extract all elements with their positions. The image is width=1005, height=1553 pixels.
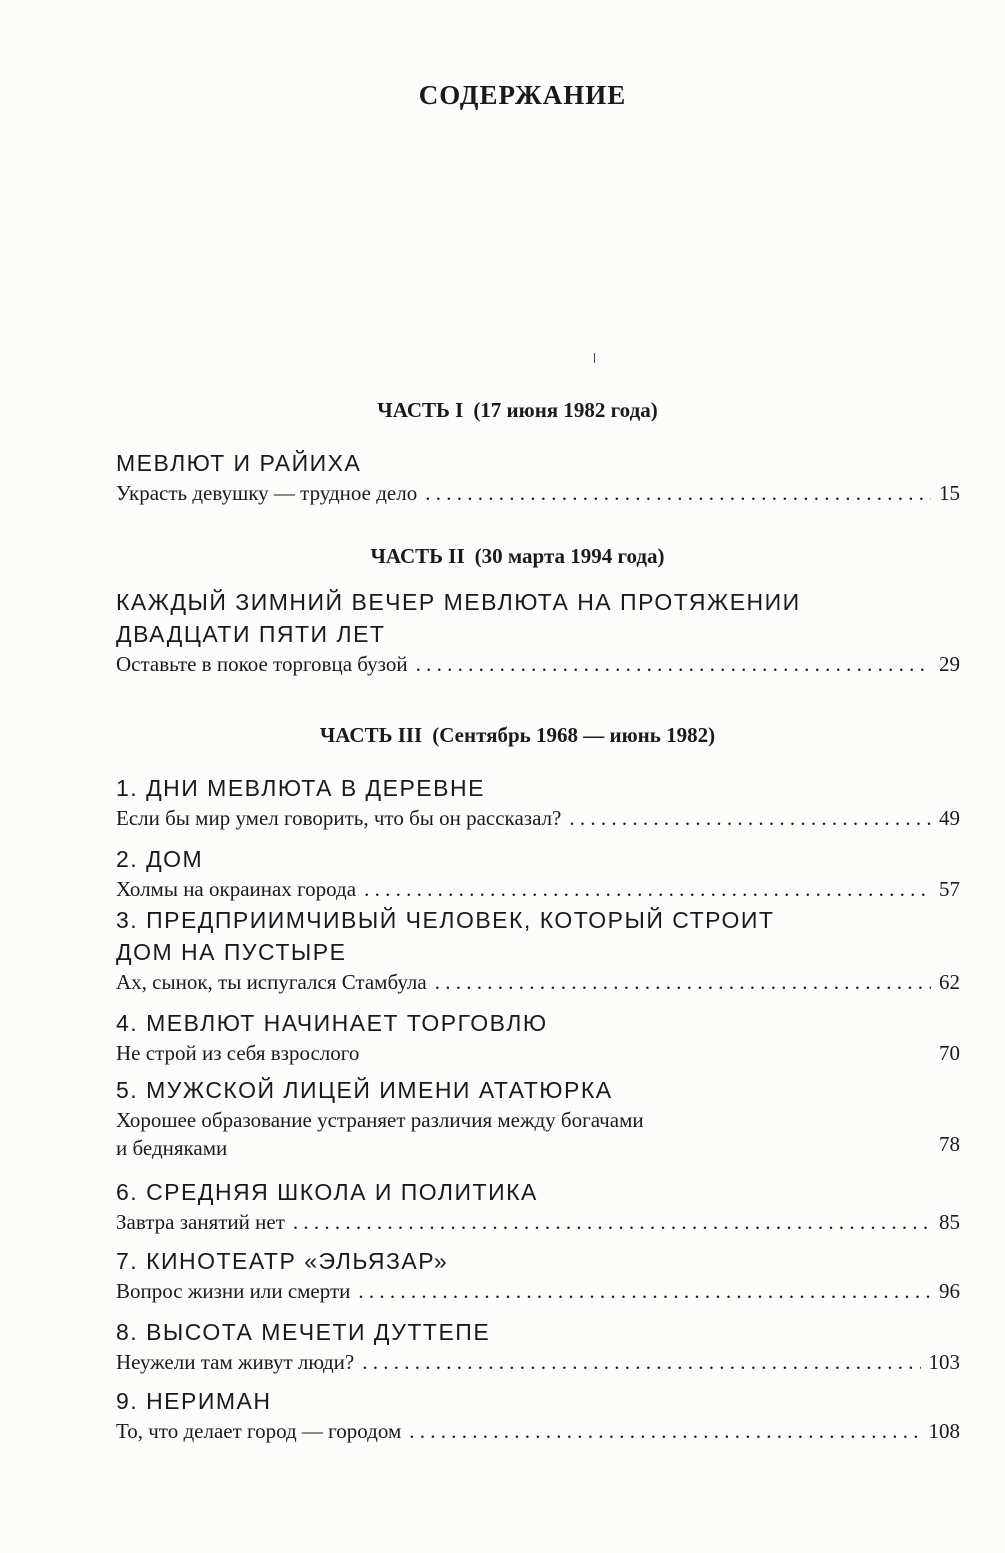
chapter-title-line-2: ДВАДЦАТИ ПЯТИ ЛЕТ — [116, 621, 386, 647]
chapter-subtitle: Оставьте в покое торговца бузой — [116, 652, 408, 676]
part-label: ЧАСТЬ III — [319, 723, 423, 747]
toc-entry[interactable] — [116, 586, 960, 678]
dot-leader — [293, 1208, 931, 1236]
dot-leader — [358, 1277, 931, 1305]
chapter-subtitle-line-2: и бедняками — [116, 1136, 228, 1160]
page-title: СОДЕРЖАНИЕ — [418, 80, 627, 110]
chapter-subtitle-row — [116, 1208, 960, 1236]
chapter-title: 4. МЕВЛЮТ НАЧИНАЕТ ТОРГОВЛЮ — [116, 1010, 548, 1036]
part-2-heading — [0, 544, 1005, 569]
chapter-subtitle-row — [116, 1277, 960, 1305]
dot-leader — [569, 804, 931, 832]
page-number: 96 — [939, 1279, 960, 1303]
chapter-subtitle-row — [116, 875, 960, 903]
chapter-subtitle: Если бы мир умел говорить, что бы он рассказал? — [116, 806, 562, 830]
toc-entry[interactable] — [116, 447, 960, 507]
page-number: 29 — [939, 652, 960, 676]
toc-entry[interactable] — [116, 904, 960, 996]
chapter-title: МЕВЛЮТ И РАЙИХА — [116, 450, 362, 476]
toc-entry[interactable] — [116, 772, 960, 832]
dot-leader — [409, 1417, 920, 1445]
page-number: 62 — [939, 970, 960, 994]
part-date: (17 июня 1982 года) — [473, 398, 658, 422]
chapter-subtitle: Неужели там живут люди? — [116, 1350, 355, 1374]
chapter-title: 5. МУЖСКОЙ ЛИЦЕЙ ИМЕНИ АТАТЮРКА — [116, 1077, 613, 1103]
dot-leader — [416, 650, 931, 678]
chapter-subtitle: Вопрос жизни или смерти — [116, 1279, 351, 1303]
chapter-subtitle-row — [116, 1039, 960, 1067]
chapter-title-line-1: КАЖДЫЙ ЗИМНИЙ ВЕЧЕР МЕВЛЮТА НА ПРОТЯЖЕНИИ — [116, 589, 801, 615]
part-label: ЧАСТЬ II — [370, 544, 465, 568]
chapter-title: 6. СРЕДНЯЯ ШКОЛА И ПОЛИТИКА — [116, 1179, 538, 1205]
toc-entry[interactable] — [116, 1176, 960, 1236]
dot-leader — [362, 1348, 920, 1376]
chapter-subtitle-row — [116, 1417, 960, 1445]
divider-mark — [594, 353, 595, 363]
chapter-subtitle-row — [116, 804, 960, 832]
page-number: 57 — [939, 877, 960, 901]
part-date: (Сентябрь 1968 — июнь 1982) — [432, 723, 716, 747]
chapter-subtitle-row — [116, 968, 960, 996]
toc-entry[interactable] — [116, 843, 960, 903]
chapter-title: 9. НЕРИМАН — [116, 1388, 272, 1414]
dot-leader — [425, 479, 931, 507]
page-number: 108 — [928, 1419, 960, 1443]
page-number: 49 — [939, 806, 960, 830]
part-label: ЧАСТЬ I — [377, 398, 464, 422]
chapter-title: 8. ВЫСОТА МЕЧЕТИ ДУТТЕПЕ — [116, 1319, 491, 1345]
chapter-subtitle-block — [116, 1106, 960, 1162]
chapter-subtitle: Ах, сынок, ты испугался Стамбула — [116, 970, 427, 994]
toc-entry[interactable] — [116, 1385, 960, 1445]
page-number: 103 — [928, 1350, 960, 1374]
dot-leader — [364, 875, 931, 903]
chapter-title: 2. ДОМ — [116, 846, 204, 872]
chapter-title: 7. КИНОТЕАТР «ЭЛЬЯЗАР» — [116, 1248, 449, 1274]
chapter-subtitle-row — [116, 650, 960, 678]
chapter-subtitle: Украсть девушку — трудное дело — [116, 481, 418, 505]
toc-entry[interactable] — [116, 1245, 960, 1305]
toc-entry[interactable] — [116, 1316, 960, 1376]
toc-entry[interactable] — [116, 1074, 960, 1162]
part-date: (30 марта 1994 года) — [474, 544, 665, 568]
chapter-title-line-1: 3. ПРЕДПРИИМЧИВЫЙ ЧЕЛОВЕК, КОТОРЫЙ СТРОИТ — [116, 907, 775, 933]
page-number: 70 — [939, 1041, 960, 1065]
chapter-subtitle: То, что делает город — городом — [116, 1419, 402, 1443]
chapter-subtitle: Холмы на окраинах города — [116, 877, 357, 901]
chapter-subtitle-row — [116, 479, 960, 507]
chapter-subtitle-row — [116, 1348, 960, 1376]
chapter-subtitle-line-1: Хорошее образование устраняет различия между богачами — [116, 1108, 644, 1132]
chapter-title: 1. ДНИ МЕВЛЮТА В ДЕРЕВНЕ — [116, 775, 485, 801]
page-number: 15 — [939, 481, 960, 505]
part-1-heading — [0, 398, 1005, 423]
dot-leader — [435, 968, 931, 996]
toc-entry[interactable] — [116, 1007, 960, 1067]
chapter-subtitle: Не строй из себя взрослого — [116, 1041, 360, 1065]
chapter-title-line-2: ДОМ НА ПУСТЫРЕ — [116, 939, 347, 965]
page-number: 78 — [939, 1132, 960, 1156]
page-number: 85 — [939, 1210, 960, 1234]
chapter-subtitle: Завтра занятий нет — [116, 1210, 285, 1234]
part-3-heading — [0, 723, 1005, 748]
